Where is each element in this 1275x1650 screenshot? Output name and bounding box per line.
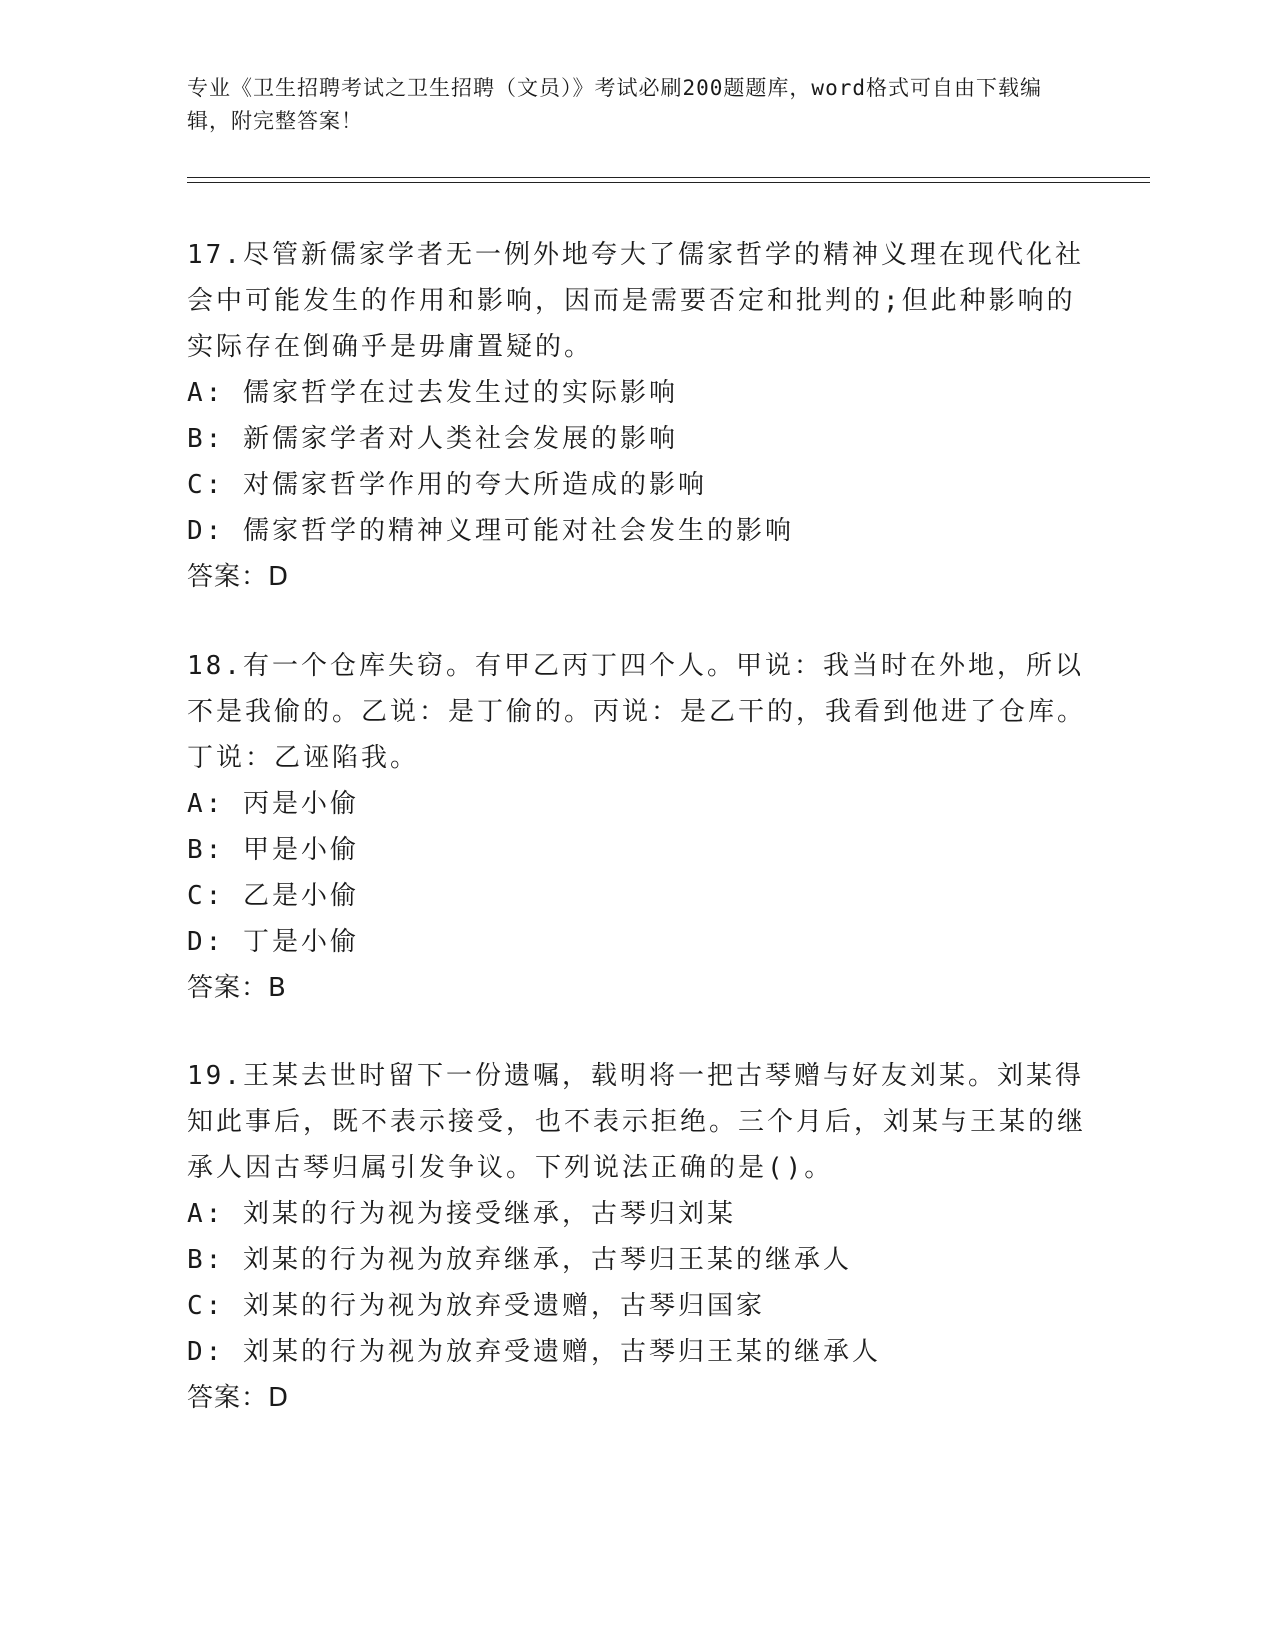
answer: 答案：D [187,1383,290,1413]
option-a: A: 丙是小偷 [187,789,359,819]
option-a: A: 儒家哲学在过去发生过的实际影响 [187,378,678,408]
question-stem: 17.尽管新儒家学者无一例外地夸大了儒家哲学的精神义理在现代化社会中可能发生的作用和影响，因而是需要否定和批判的;但此种影响的实际存在倒确乎是毋庸置疑的。 [187,240,1084,362]
option-c: C: 对儒家哲学作用的夸大所造成的影响 [187,470,707,500]
option-c: C: 刘某的行为视为放弃受遗赠，古琴归国家 [187,1291,765,1321]
header-divider-top [187,177,1150,178]
question-stem: 19.王某去世时留下一份遗嘱，载明将一把古琴赠与好友刘某。刘某得知此事后，既不表示接受，也不表示拒绝。三个月后，刘某与王某的继承人因古琴归属引发争议。下列说法正确的是()。 [187,1061,1087,1183]
option-c: C: 乙是小偷 [187,881,359,911]
answer: 答案：D [187,562,290,592]
question-19 [187,1053,1087,1421]
question-stem: 18.有一个仓库失窃。有甲乙丙丁四个人。甲说：我当时在外地，所以不是我偷的。乙说：是丁偷的。丙说：是乙干的，我看到他进了仓库。丁说：乙诬陷我。 [187,651,1087,773]
option-b: B: 刘某的行为视为放弃继承，古琴归王某的继承人 [187,1245,852,1275]
question-17 [187,232,1087,600]
document-header: 专业《卫生招聘考试之卫生招聘（文员）》考试必刷200题题库，word格式可自由下载编辑，附完整答案！ [187,76,1042,133]
option-d: D: 刘某的行为视为放弃受遗赠，古琴归王某的继承人 [187,1337,881,1367]
option-d: D: 丁是小偷 [187,927,359,957]
option-b: B: 新儒家学者对人类社会发展的影响 [187,424,678,454]
option-d: D: 儒家哲学的精神义理可能对社会发生的影响 [187,516,794,546]
answer: 答案：B [187,973,287,1003]
question-18 [187,643,1087,1011]
option-a: A: 刘某的行为视为接受继承，古琴归刘某 [187,1199,736,1229]
option-b: B: 甲是小偷 [187,835,359,865]
header-divider-bottom [187,182,1150,183]
